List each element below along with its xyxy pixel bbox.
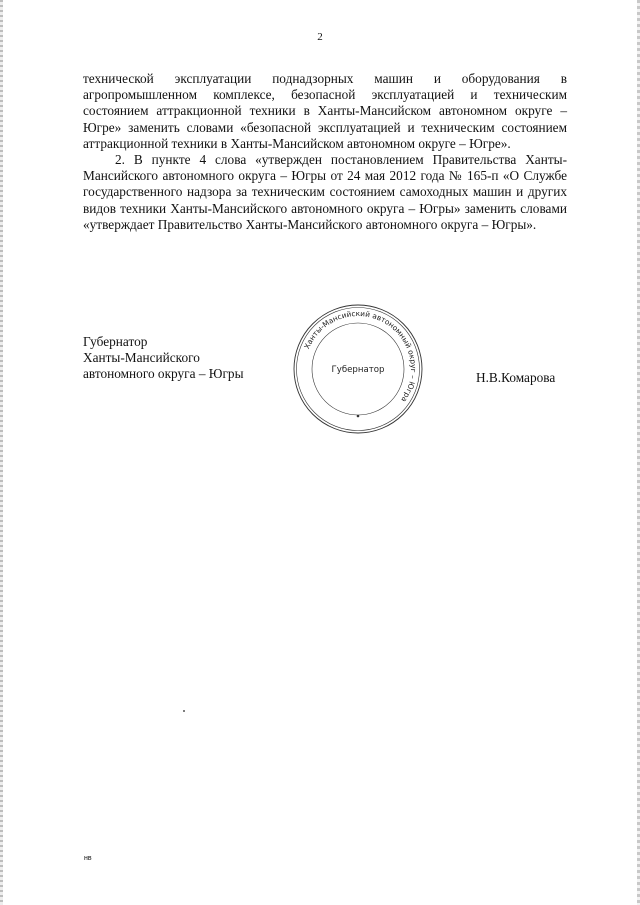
page-number: 2 [317,31,323,43]
paragraph-item-2: 2. В пункте 4 слова «утвержден постановлением Правительства Ханты-Мансийского автономного округа – Югры от 24 мая 2012 года № 165-п «О Службе государственного надзора за техническим состоянием самоходных машин и других видов техники Ханты-Мансийского автономного округа – Югры» заменить словами «утверждает Правительство Ханты-Мансийского автономного округа – Югры». [83,152,567,232]
seal-center-text: Губернатор [331,365,385,375]
page-edge-left [0,0,3,905]
signatory-title [83,334,244,383]
paragraph-continuation: технической эксплуатации поднадзорных машин и оборудования в агропромышленном комплексе, безопасной эксплуатацией и техническим состоянием аттракционной техники в Ханты-Мансийском автономном округе – Югре» заменить словами «безопасной эксплуатацией и техническим состоянием аттракционной техники в Ханты-Мансийском автономном округе – Югре». [83,71,567,151]
signatory-name: Н.В.Комарова [476,370,556,385]
executor-mark: нв [84,855,92,862]
scan-speck [183,710,185,712]
document-body [83,71,567,233]
signatory-title-line: Ханты-Мансийского [83,350,200,366]
official-seal-stamp [291,302,425,436]
seal-ring-text: Ханты-Мансийский автономный округ – Югра [302,308,419,404]
signatory-title-line: Губернатор [83,334,148,349]
signatory-title-line: автономного округа – Югры [83,366,244,382]
